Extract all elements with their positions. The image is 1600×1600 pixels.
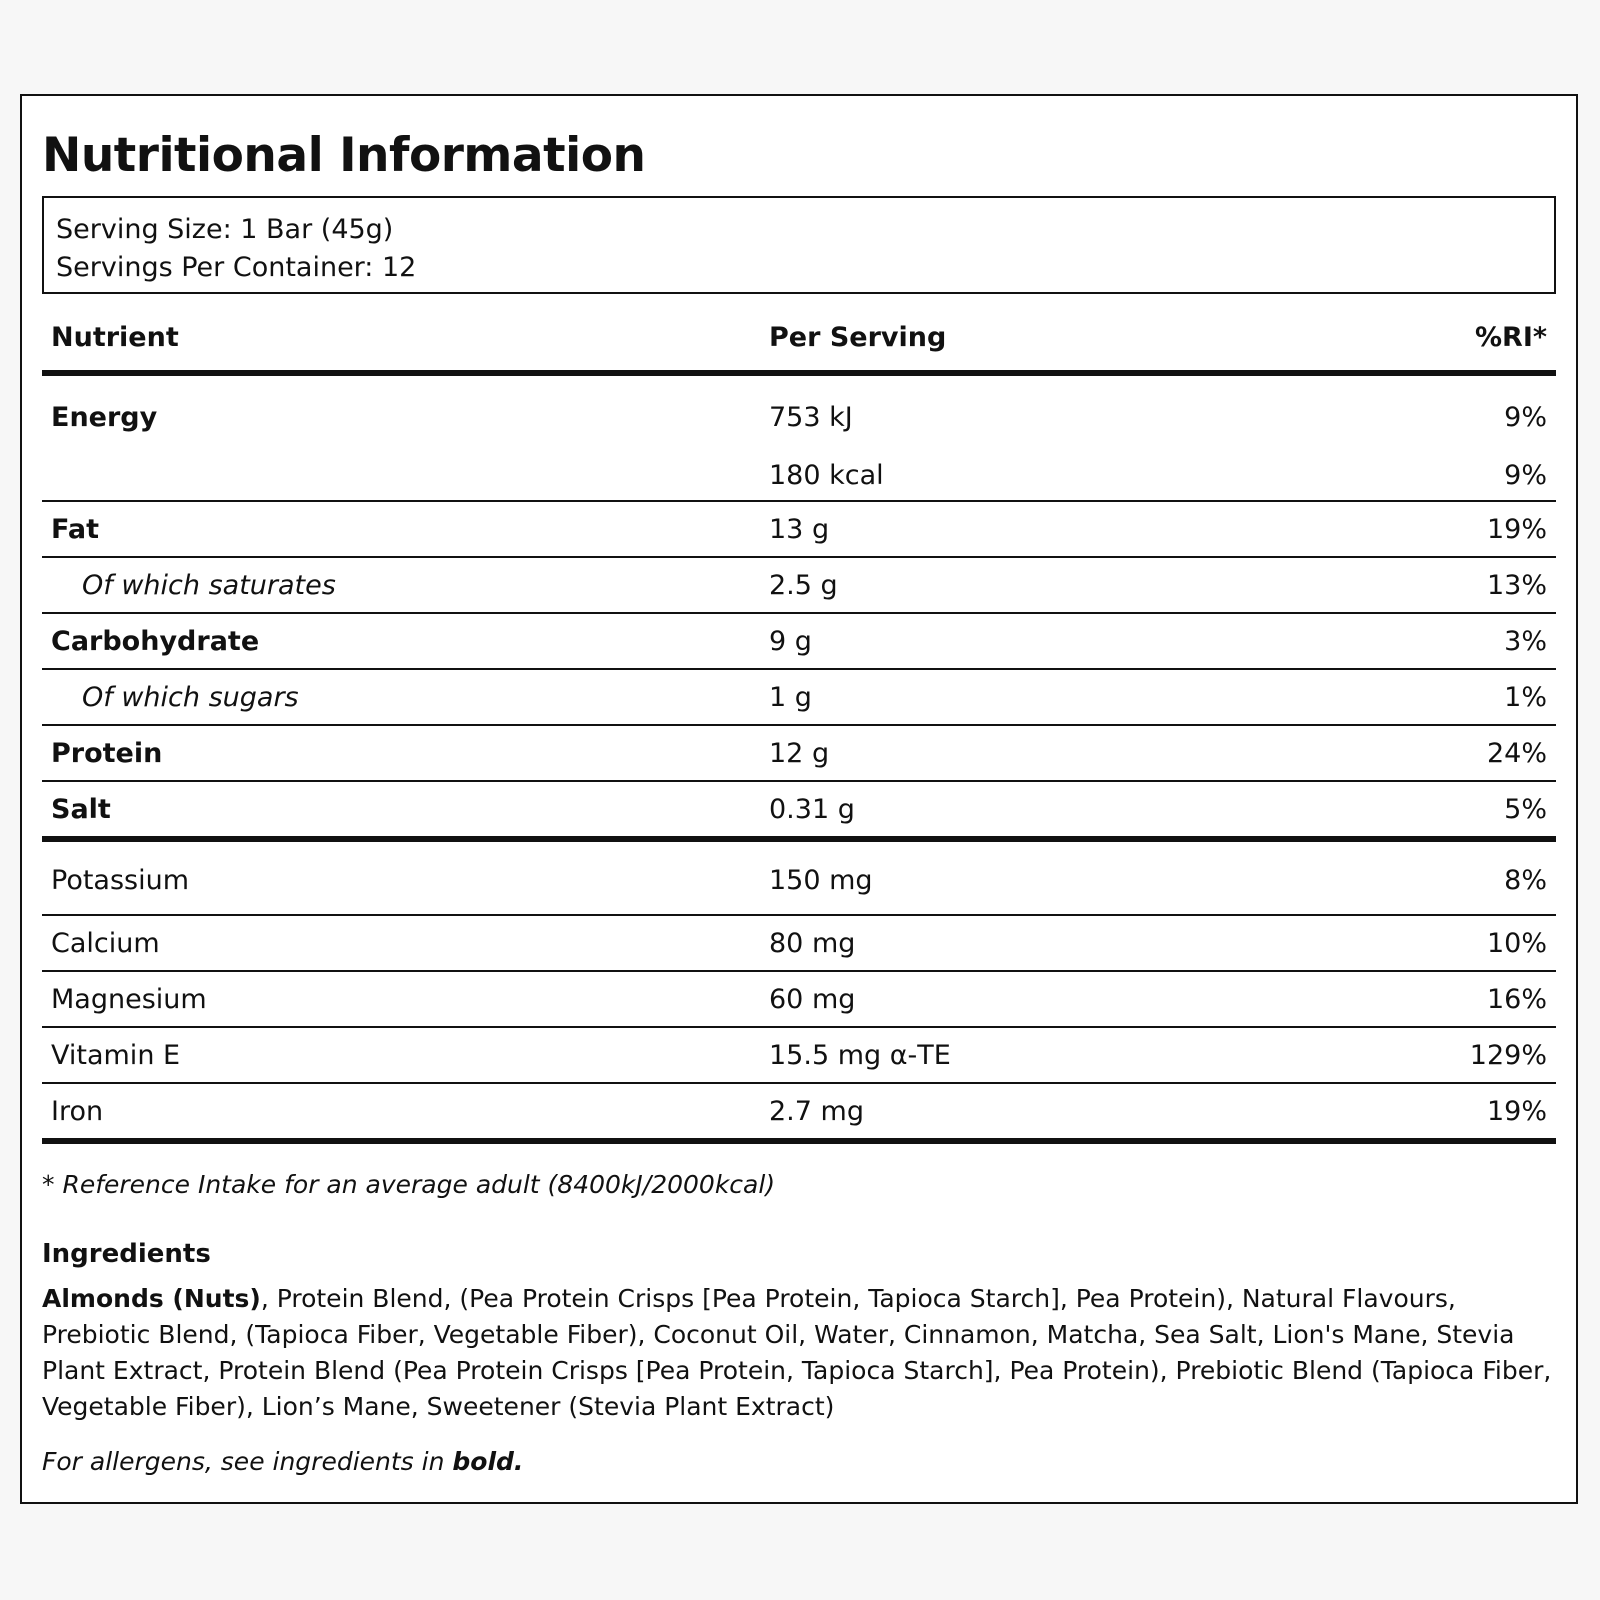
nutrient-name: Iron [42, 1083, 760, 1141]
nutrient-name: Vitamin E [42, 1027, 760, 1083]
page-title: Nutritional Information [42, 128, 646, 183]
header-ri: %RI* [1398, 304, 1556, 373]
nutrient-value: 0.31 g [760, 781, 1398, 839]
nutrient-ri: 9% [1504, 401, 1547, 433]
nutrient-value: 9 g [760, 613, 1398, 669]
allergen-ingredient: Almonds (Nuts) [42, 1284, 261, 1313]
allergen-note-text: For allergens, see ingredients in [42, 1447, 453, 1476]
table-row-salt [42, 781, 1556, 839]
table-row-potassium [42, 839, 1556, 915]
nutrient-value: 15.5 mg α-TE [760, 1027, 1398, 1083]
nutrient-value: 753 kJ [769, 401, 853, 433]
ingredients-text: , Protein Blend, (Pea Protein Crisps [Pea Protein, Tapioca Starch], Pea Protein), Natural Flavours, Prebiotic Blend, (Tapioca Fiber, Vegetable Fiber), Coconut Oil, Water, Cinnamon, Matcha, Sea Salt, Lion's Mane, Stevia Plant Extract, Protein Blend (Pea Protein Crisps [Pea Protein, Tapioca Starch], Pea Protein), Prebiotic Blend (Tapioca Fiber, Vegetable Fiber), Lion’s Mane, Sweetener (Stevia Plant Extract) [42, 1284, 1552, 1421]
nutrient-value: 13 g [760, 501, 1398, 557]
nutrient-value: 80 mg [760, 915, 1398, 971]
nutrient-ri: 16% [1398, 971, 1556, 1027]
table-row-sugars [42, 669, 1556, 725]
nutrient-name [42, 450, 760, 501]
table-row-fat [42, 501, 1556, 557]
nutrient-value: 150 mg [760, 839, 1398, 915]
nutrient-ri: 9% [1398, 450, 1556, 501]
nutrient-name: Protein [42, 725, 760, 781]
nutrient-ri: 19% [1398, 501, 1556, 557]
allergen-note [42, 1447, 1556, 1476]
ingredients-heading: Ingredients [42, 1239, 211, 1269]
nutrient-value: 1 g [760, 669, 1398, 725]
table-row-protein [42, 725, 1556, 781]
nutrient-name: Of which saturates [42, 557, 760, 613]
nutrition-label [20, 94, 1578, 1504]
nutrient-value: 180 kcal [760, 450, 1398, 501]
nutrient-ri: 5% [1398, 781, 1556, 839]
table-row-saturates [42, 557, 1556, 613]
nutrient-value: 2.7 mg [760, 1083, 1398, 1141]
table-row-iron [42, 1083, 1556, 1141]
nutrient-ri: 24% [1398, 725, 1556, 781]
table-row-vitamin-e [42, 1027, 1556, 1083]
nutrient-ri: 10% [1398, 915, 1556, 971]
nutrient-ri: 19% [1398, 1083, 1556, 1141]
nutrient-ri: 8% [1398, 839, 1556, 915]
header-per-serving: Per Serving [760, 304, 1398, 373]
nutrient-name: Magnesium [42, 971, 760, 1027]
nutrient-value: 12 g [760, 725, 1398, 781]
table-row-calcium [42, 915, 1556, 971]
serving-info-box [42, 196, 1556, 294]
servings-per-container: Servings Per Container: 12 [56, 252, 417, 283]
nutrient-name: Carbohydrate [42, 613, 760, 669]
ingredients-list [42, 1281, 1556, 1425]
nutrient-ri: 129% [1398, 1027, 1556, 1083]
nutrient-value: 60 mg [760, 971, 1398, 1027]
table-row-magnesium [42, 971, 1556, 1027]
table-row-energy-kj [42, 373, 1556, 450]
nutrient-ri: 13% [1398, 557, 1556, 613]
table-header-row [42, 304, 1556, 373]
nutrient-name: Potassium [42, 839, 760, 915]
nutrient-name: Energy [51, 401, 158, 433]
nutrition-table [42, 304, 1556, 1144]
nutrient-ri: 1% [1398, 669, 1556, 725]
nutrient-name: Fat [42, 501, 760, 557]
serving-size: Serving Size: 1 Bar (45g) [56, 214, 394, 245]
nutrient-ri: 3% [1398, 613, 1556, 669]
nutrient-name: Of which sugars [42, 669, 760, 725]
table-row-energy-kcal [42, 450, 1556, 501]
ri-footnote: * Reference Intake for an average adult (8400kJ/2000kcal) [42, 1170, 776, 1199]
nutrient-name: Calcium [42, 915, 760, 971]
nutrient-name: Salt [42, 781, 760, 839]
nutrient-value: 2.5 g [760, 557, 1398, 613]
table-row-carbohydrate [42, 613, 1556, 669]
header-nutrient: Nutrient [42, 304, 760, 373]
allergen-note-bold: bold. [452, 1447, 524, 1476]
